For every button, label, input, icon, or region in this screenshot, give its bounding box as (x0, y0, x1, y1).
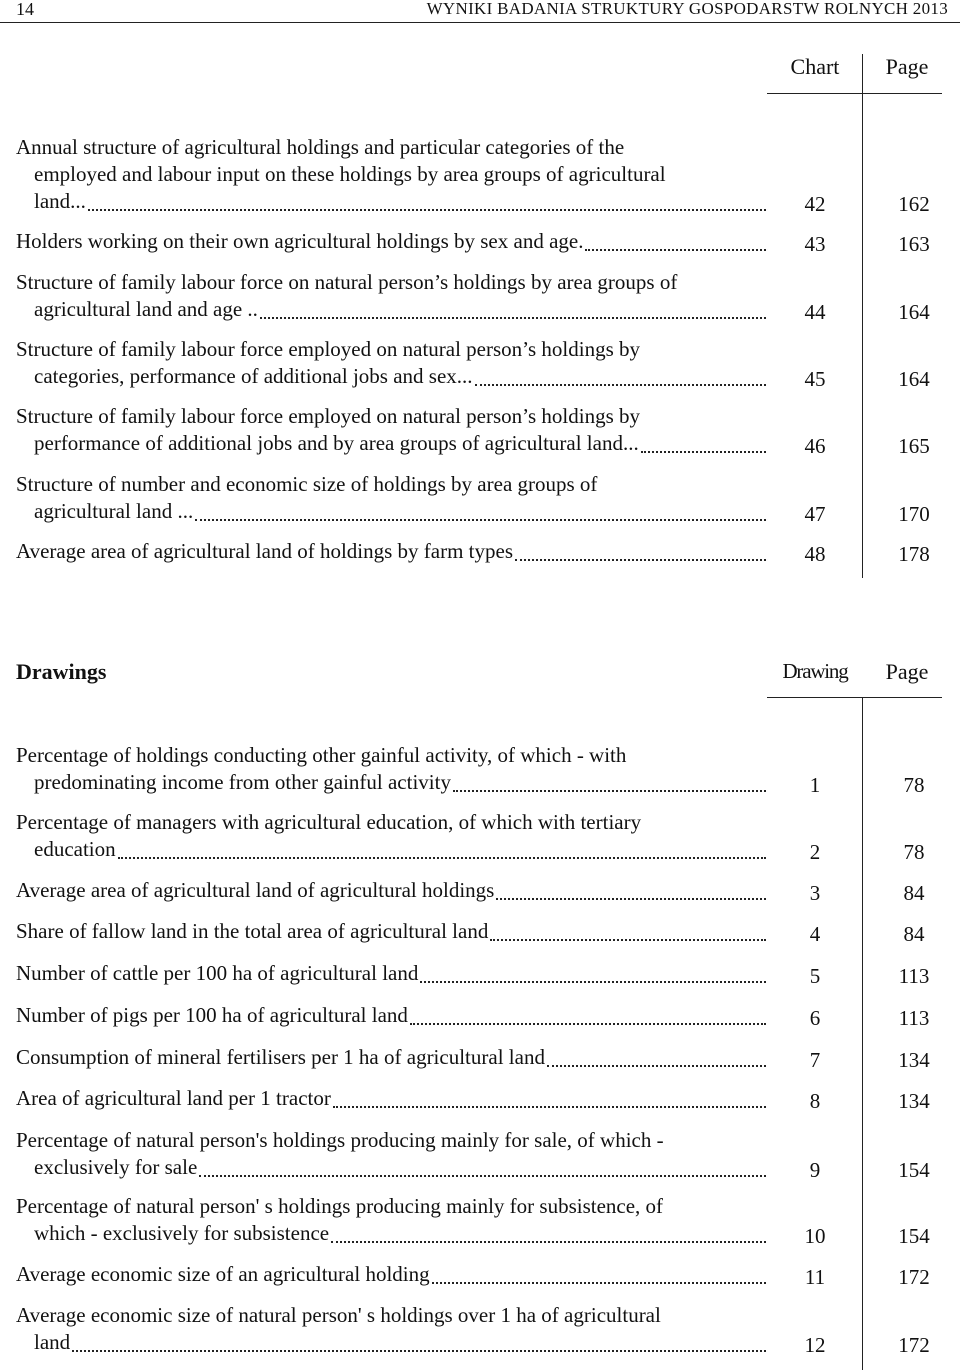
page-reference: 162 (898, 192, 930, 216)
chart-number: 46 (804, 434, 826, 458)
drawing-number: 6 (809, 1006, 821, 1030)
entry-title-line: land (34, 1330, 71, 1354)
page-reference: 154 (898, 1224, 930, 1248)
entry-title-line: Number of cattle per 100 ha of agricultural land (16, 961, 419, 985)
entry-title-line: Percentage of managers with agricultural education, of which with tertiary (16, 810, 642, 834)
entry-title-line: Average area of agricultural land of agricultural holdings (16, 878, 495, 902)
entry-title-line: agricultural land ... (34, 499, 194, 523)
page-reference: 164 (898, 367, 930, 391)
chart-number: 48 (804, 542, 826, 566)
entry-title-line: exclusively for sale (34, 1155, 198, 1179)
page-reference: 134 (898, 1089, 930, 1113)
chart-number: 43 (804, 232, 826, 256)
entry-title-line: Structure of number and economic size of holdings by area groups of (16, 472, 598, 496)
entry-title-line: Share of fallow land in the total area of agricultural land (16, 919, 489, 943)
drawings-section-title: Drawings (16, 659, 107, 684)
entry-title-line: Structure of family labour force employed on natural person’s holdings by (16, 337, 641, 361)
drawing-number: 4 (809, 922, 821, 946)
drawing-number: 3 (809, 881, 821, 905)
drawings-header-rule (767, 697, 942, 698)
entry-title-line: education (34, 837, 116, 861)
page-reference: 164 (898, 300, 930, 324)
drawing-number: 1 (809, 773, 821, 797)
page-reference: 113 (898, 1006, 930, 1030)
dot-leader (496, 898, 766, 900)
page-reference: 178 (898, 542, 930, 566)
page-reference: 134 (898, 1048, 930, 1072)
chart-page-column-header: Page (885, 54, 929, 79)
dot-leader (88, 209, 766, 211)
entry-title-line: Structure of family labour force on natural person’s holdings by area groups of (16, 270, 678, 294)
entry-title-line: employed and labour input on these holdings by area groups of agricultural (34, 162, 666, 186)
entry-title-line: Average economic size of an agricultural holding (16, 1262, 430, 1286)
chart-number: 44 (804, 300, 826, 324)
entry-title-line: categories, performance of additional jobs and sex... (34, 364, 473, 388)
page-number: 14 (16, 0, 34, 19)
entry-title-line: which - exclusively for subsistence (34, 1221, 330, 1245)
entry-title-line: agricultural land and age .. (34, 297, 258, 321)
drawing-number: 9 (809, 1158, 821, 1182)
dot-leader (490, 939, 766, 941)
entry-title-line: Annual structure of agricultural holdings and particular categories of the (16, 135, 625, 159)
entry-title-line: Area of agricultural land per 1 tractor (16, 1086, 331, 1110)
entry-title-line: land... (34, 189, 86, 213)
chart-column-header: Chart (790, 54, 840, 79)
drawing-number: 12 (804, 1333, 826, 1357)
page-reference: 84 (903, 881, 925, 905)
page-reference: 113 (898, 964, 930, 988)
page-reference: 170 (898, 502, 930, 526)
entry-title-line: Average area of agricultural land of holdings by farm types (16, 539, 514, 563)
chart-number: 42 (804, 192, 826, 216)
dot-leader (432, 1282, 766, 1284)
entry-title-line: Percentage of holdings conducting other gainful activity, of which - with (16, 743, 627, 767)
dot-leader (72, 1350, 766, 1352)
page-reference: 78 (903, 840, 925, 864)
dot-leader (331, 1241, 766, 1243)
dot-leader (547, 1065, 766, 1067)
drawing-number: 10 (804, 1224, 826, 1248)
entry-title-line: Percentage of natural person' s holdings producing mainly for subsistence, of (16, 1194, 664, 1218)
chart-number: 47 (804, 502, 826, 526)
running-header (0, 0, 960, 23)
dot-leader (410, 1023, 766, 1025)
page-reference: 163 (898, 232, 930, 256)
drawing-number: 5 (809, 964, 821, 988)
entry-title-line: Consumption of mineral fertilisers per 1 ha of agricultural land (16, 1045, 545, 1069)
entry-title-line: Number of pigs per 100 ha of agricultural land (16, 1003, 408, 1027)
page-reference: 172 (898, 1333, 930, 1357)
running-title: WYNIKI BADANIA STRUKTURY GOSPODARSTW ROLNYCH 2013 (426, 0, 948, 18)
dot-leader (118, 857, 766, 859)
page-reference: 165 (898, 434, 930, 458)
charts-header-rule (767, 93, 942, 94)
drawing-number: 8 (809, 1089, 821, 1113)
entry-title-line: Percentage of natural person's holdings producing mainly for sale, of which - (16, 1128, 664, 1152)
entry-title-line: performance of additional jobs and by area groups of agricultural land... (34, 431, 639, 455)
dot-leader (475, 384, 766, 386)
dot-leader (420, 981, 766, 983)
dot-leader (260, 317, 766, 319)
entry-title-line: Holders working on their own agricultural holdings by sex and age. (16, 229, 584, 253)
entry-title-line: Structure of family labour force employed on natural person’s holdings by (16, 404, 641, 428)
drawing-number: 7 (809, 1048, 821, 1072)
drawing-number: 2 (809, 840, 821, 864)
page-reference: 84 (903, 922, 925, 946)
entry-title-line: Average economic size of natural person' s holdings over 1 ha of agricultural (16, 1303, 661, 1327)
dot-leader (333, 1106, 766, 1108)
dot-leader (453, 790, 766, 792)
drawing-page-column-header: Page (885, 659, 929, 684)
drawing-number: 11 (804, 1265, 826, 1289)
page-reference: 78 (903, 773, 925, 797)
entry-title-line: predominating income from other gainful activity (34, 770, 451, 794)
page-reference: 172 (898, 1265, 930, 1289)
dot-leader (199, 1175, 766, 1177)
chart-number: 45 (804, 367, 826, 391)
dot-leader (641, 451, 766, 453)
page-reference: 154 (898, 1158, 930, 1182)
dot-leader (195, 519, 766, 521)
dot-leader (515, 559, 766, 561)
drawing-column-header: Drawing (782, 659, 848, 683)
dot-leader (585, 249, 766, 251)
